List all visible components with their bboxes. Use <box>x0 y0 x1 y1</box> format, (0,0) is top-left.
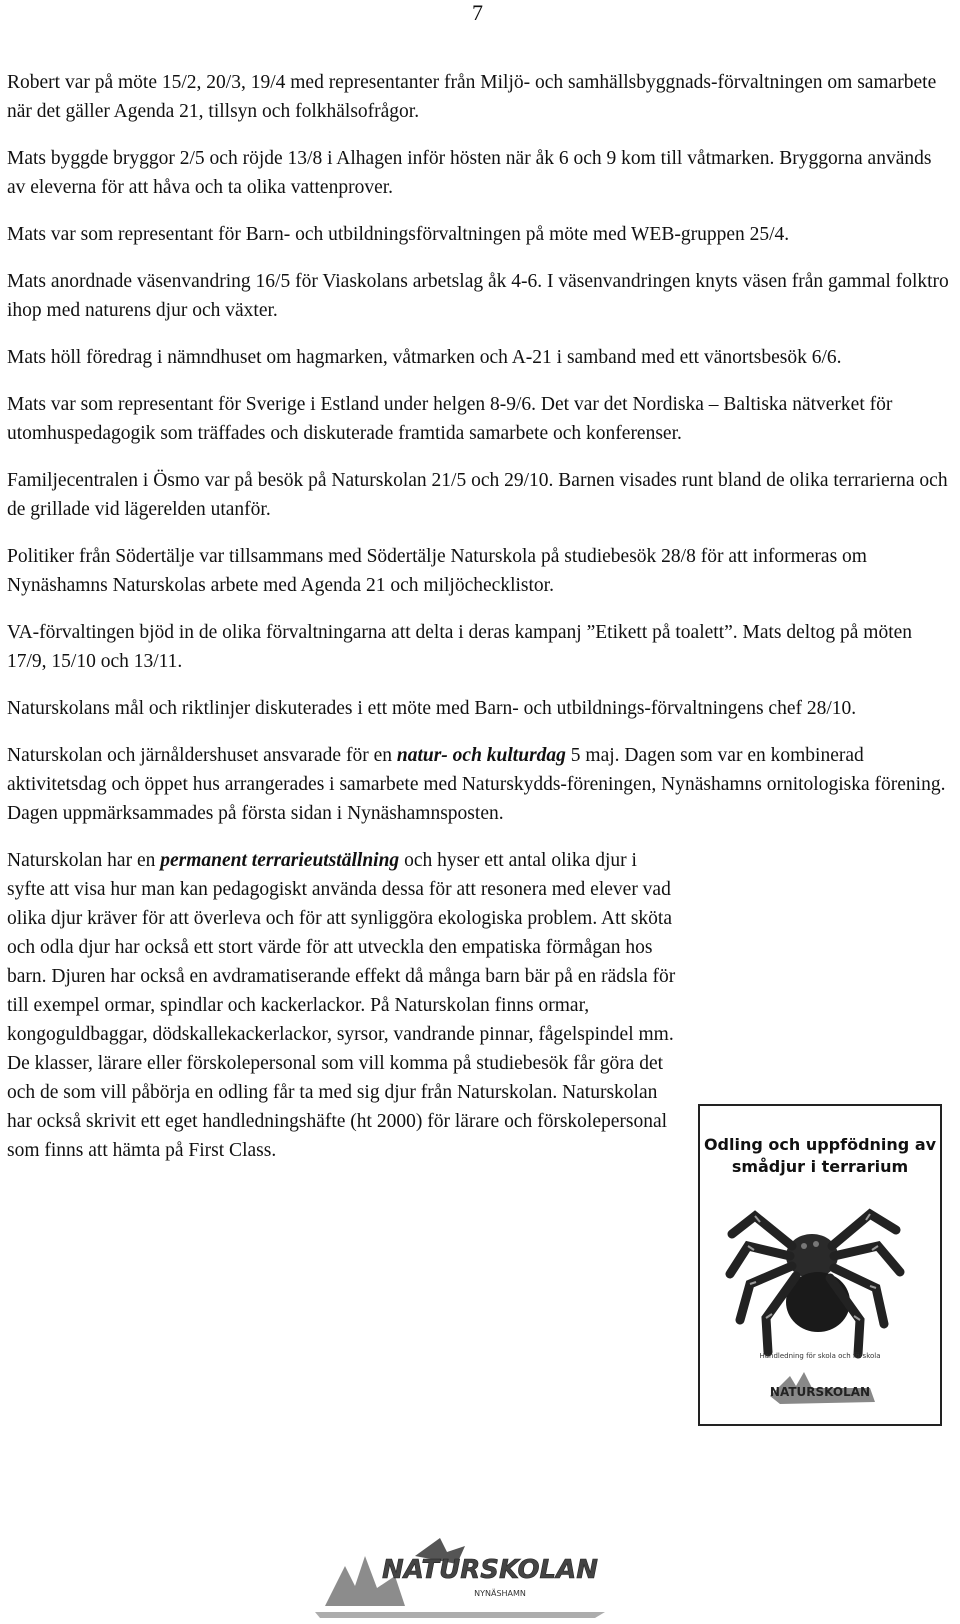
text-run: 5 maj. Dagen som var en kombinerad aktivitetsdag och öppet hus arrangerades i samarbete med Naturskydds-föreningen, Nynäshamns ornitologiska förening. Dagen uppmärksammades på första sidan i Nynäshamnsposten. <box>7 745 946 824</box>
naturskolan-logo <box>315 1516 615 1620</box>
paragraph: Familjecentralen i Ösmo var på besök på Naturskolan 21/5 och 29/10. Barnen visades runt bland de olika terrarierna och de grillade vid lägerelden utanför. <box>7 470 948 520</box>
logo-text: NATURSKOLAN <box>381 1555 599 1585</box>
terrarium-paragraph <box>7 846 677 1165</box>
paragraph: Politiker från Södertälje var tillsammans med Södertälje Naturskola på studiebesök 28/8 för att informeras om Nynäshamns Naturskolas arbete med Agenda 21 och miljöchecklistor. <box>7 546 867 596</box>
booklet-logo-text: NATURSKOLAN <box>769 1385 871 1399</box>
paragraph: Mats var som representant för Sverige i Estland under helgen 8-9/6. Det var det Nordiska – Baltiska nätverket för utomhuspedagogik som träffades och diskuterade framtida samarbete och konferenser. <box>7 394 893 444</box>
paragraph: Robert var på möte 15/2, 20/3, 19/4 med representanter från Miljö- och samhällsbyggnads-förvaltningen om samarbete när det gäller Agenda 21, tillsyn och folkhälsofrågor. <box>7 72 937 122</box>
paragraph: Mats byggde bryggor 2/5 och röjde 13/8 i Alhagen inför hösten när åk 6 och 9 kom till våtmarken. Bryggorna används av eleverna för att håva och ta olika vattenprover. <box>7 148 932 198</box>
document-body <box>7 68 952 1183</box>
text-run: Naturskolan och järnåldershuset ansvarade för en <box>7 745 397 766</box>
paragraph: Mats var som representant för Barn- och utbildningsförvaltningen på möte med WEB-gruppen 25/4. <box>7 224 790 245</box>
booklet-cover-image <box>698 1104 942 1426</box>
kulturdag-paragraph <box>7 741 952 828</box>
paragraph: Mats höll föredrag i nämndhuset om hagmarken, våtmarken och A-21 i samband med ett vänortsbesök 6/6. <box>7 347 842 368</box>
booklet-title-line: smådjur i terrarium <box>731 1157 909 1176</box>
booklet-caption: Handledning för skola och förskola <box>759 1352 881 1360</box>
booklet-title <box>700 1134 940 1178</box>
booklet-title-line: Odling och uppfödning av <box>703 1135 937 1154</box>
logo-subtext: NYNÄSHAMN <box>474 1589 526 1598</box>
text-run: och hyser ett antal olika djur i syfte att visa hur man kan pedagogiskt använda dessa för att resonera med elever vad olika djur kräver för att överleva och för att synliggöra ekologiska problem. Att sköta och odla djur har också ett stort värde för att utveckla den empatiska förmågan hos barn. Djuren har också en avdramatiserande effekt då många barn bär på en rädsla för till exempel ormar, spindlar och kackerlackor. På Naturskolan finns ormar, kongoguldbaggar, dödskallekackerlackor, syrsor, vandrande pinnar, fågelspindel mm. De klasser, lärare eller förskolepersonal som vill komma på studiebesök får göra det och de som vill påbörja en odling får ta med sig djur från Naturskolan. Naturskolan har också skrivit ett eget handledningshäfte (ht 2000) för lärare och förskolepersonal som finns att hämta på First Class. <box>7 850 676 1161</box>
emphasis-text: permanent terrarieutställning <box>160 850 400 871</box>
paragraph: Mats anordnade väsenvandring 16/5 för Viaskolans arbetslag åk 4-6. I väsenvandringen knyts väsen från gammal folktro ihop med naturens djur och växter. <box>7 271 949 321</box>
paragraph: VA-förvaltingen bjöd in de olika förvaltningarna att delta i deras kampanj ”Etikett på toalett”. Mats deltog på möten 17/9, 15/10 och 13/11. <box>7 622 913 672</box>
text-run: Naturskolan har en <box>7 850 161 871</box>
paragraph: Naturskolans mål och riktlinjer diskuterades i ett möte med Barn- och utbildnings-förvaltningens chef 28/10. <box>7 698 857 719</box>
emphasis-text: natur- och kulturdag <box>396 745 566 766</box>
page-number: 7 <box>472 0 483 25</box>
